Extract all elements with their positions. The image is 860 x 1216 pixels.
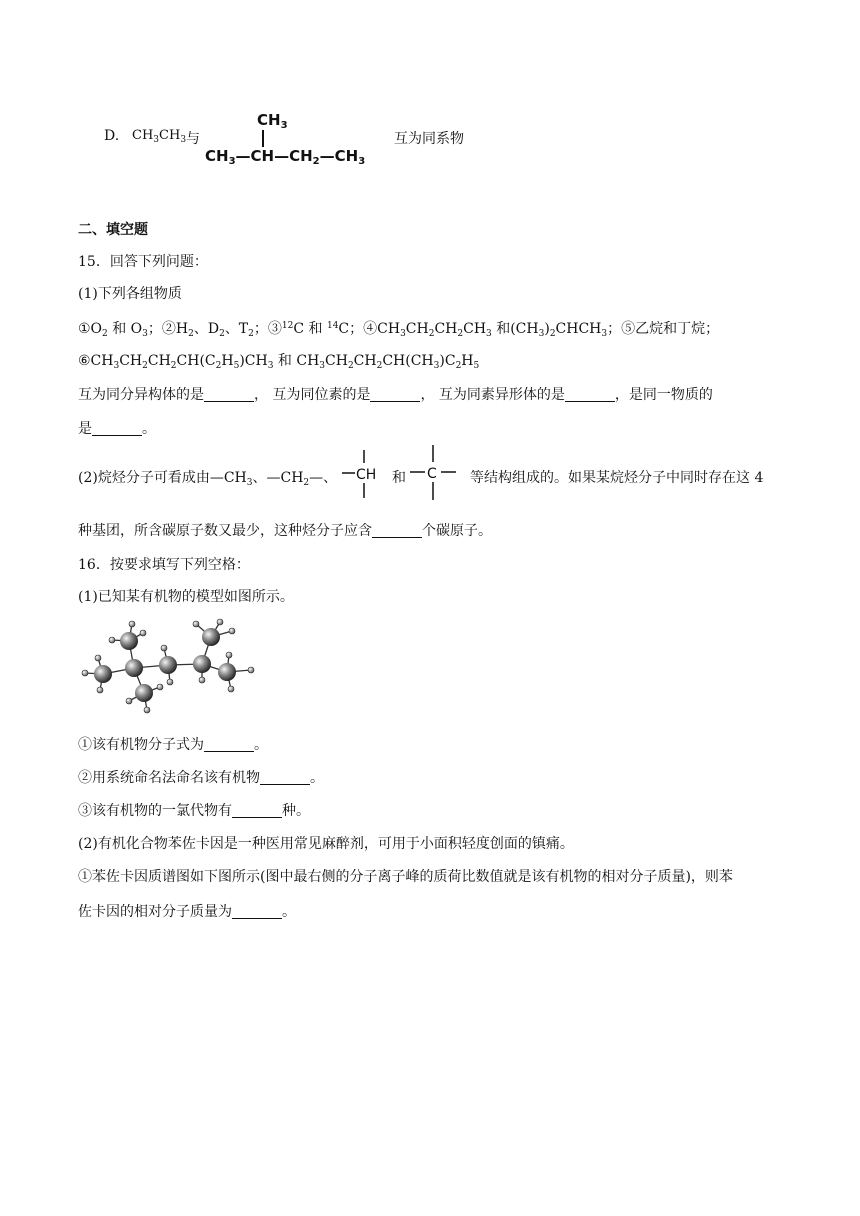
c-group-diagram <box>408 443 460 503</box>
option-d <box>104 128 119 144</box>
q16-p2-head: (2)有机化合物苯佐卡因是一种医用常见麻醉剂，可用于小面积轻度创面的镇痛。 <box>78 836 574 852</box>
answer-blank-isomer[interactable] <box>204 387 254 402</box>
q15-items-line2: $⑥CH_3CH_2CH_2CH(C_2H_5)CH_3$ 和 $CH_3CH_2CH_2CH(CH_3)C_2H_5$ <box>78 353 480 371</box>
answer-blank-molar-mass[interactable] <box>232 904 282 919</box>
q15-q-isotope: ， 互为同位素的是 <box>254 387 371 403</box>
answer-blank-allotrope[interactable] <box>565 387 615 402</box>
q15-q-isomer: 互为同分异构体的是 <box>78 387 204 403</box>
q16-s3-text: ③该有机物的一氯代物有 <box>78 803 232 819</box>
option-d-label: D. <box>104 128 120 144</box>
q15-p2-line2-text: 种基团，所含碳原子数又最少，这种烃分子应含 <box>78 523 372 539</box>
q15-q-same-tail: 是 <box>78 421 92 437</box>
section-title: 二、填空题 <box>78 222 148 238</box>
q16-p1-head: (1)已知某有机物的模型如图所示。 <box>78 589 294 605</box>
q16-number: 16．按要求填写下列空格： <box>78 557 250 573</box>
q16-s3-end: 种。 <box>282 803 310 819</box>
answer-blank-isotope[interactable] <box>370 387 420 402</box>
q16-p2-s1-end: 。 <box>282 904 296 920</box>
q16-s2 <box>78 767 324 787</box>
q15-q-allotrope: ， 互为同素异形体的是 <box>420 387 565 403</box>
q15-p1-questions <box>78 384 713 404</box>
q16-s2-end: 。 <box>310 770 324 786</box>
option-d-struct-bond <box>262 130 264 147</box>
q16-s1 <box>78 734 268 754</box>
answer-blank-same[interactable] <box>92 421 142 436</box>
option-d-connector: 与 <box>186 131 200 147</box>
q16-s3 <box>78 800 310 820</box>
ch-group-diagram <box>340 446 388 502</box>
q15-p1-end: 。 <box>142 421 156 437</box>
option-d-formula: $CH_3CH_3$ <box>132 128 187 145</box>
answer-blank-formula[interactable] <box>204 737 254 752</box>
q15-number: 15．回答下列问题： <box>78 254 208 270</box>
answer-blank-name[interactable] <box>260 770 310 785</box>
q16-s1-text: ①该有机物分子式为 <box>78 737 204 753</box>
q15-p2-head: (2)烷烃分子可看成由$—CH_3$、$—CH_2—$、 <box>78 470 338 488</box>
q15-p2-and: 和 <box>392 470 406 486</box>
ch-group-label: CH <box>356 467 377 483</box>
option-d-struct-chain: $CH_3—CH—CH_2—CH_3$ <box>205 147 366 167</box>
q15-q-same: ，是同一物质的 <box>614 387 713 403</box>
q15-p1-head: (1)下列各组物质 <box>78 286 182 302</box>
c-group-label: C <box>427 466 437 482</box>
molecule-model-image <box>76 616 266 716</box>
q16-p2-s1-line2-text: 佐卡因的相对分子质量为 <box>78 904 232 920</box>
option-d-struct-top: $CH_3$ <box>257 111 288 131</box>
q16-p2-s1-line1: ①苯佐卡因质谱图如下图所示(图中最右侧的分子离子峰的质荷比数值就是该有机物的相对分子质量)，则苯 <box>78 869 733 885</box>
q16-p2-s1-line2 <box>78 901 296 921</box>
q16-s1-end: 。 <box>254 737 268 753</box>
answer-blank-carbon-count[interactable] <box>372 523 422 538</box>
option-d-suffix: 互为同系物 <box>394 131 464 147</box>
q15-p2-tail: 等结构组成的。如果某烷烃分子中同时存在这 4 <box>470 470 764 486</box>
q15-p2-line2 <box>78 520 492 540</box>
answer-blank-chloro-count[interactable] <box>232 803 282 818</box>
q15-p1-questions-line2 <box>78 418 156 438</box>
q16-s2-text: ②用系统命名法命名该有机物 <box>78 770 260 786</box>
q15-p2-line2-end: 个碳原子。 <box>422 523 492 539</box>
q15-items-line1: $①O_2$ 和 $O_3$；$②H_2$、$D_2$、$T_2$；③$^{12}$C 和 $^{14}$C；$④CH_3CH_2CH_2CH_3$ 和$(CH_3)_2CHCH_3$；⑤乙烷和丁烷； <box>78 321 720 339</box>
